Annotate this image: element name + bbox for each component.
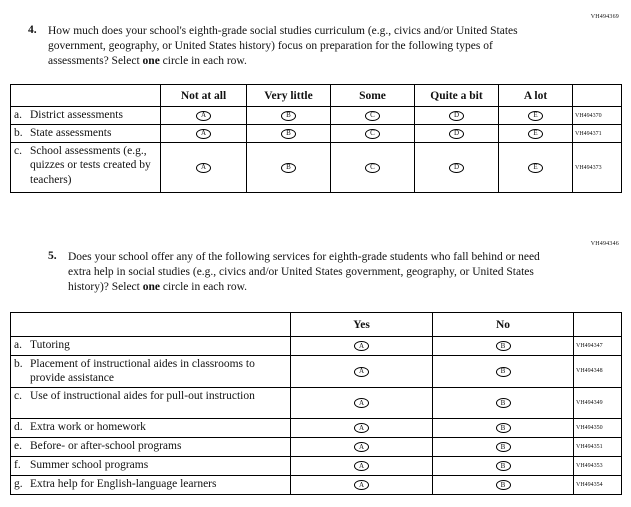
column-header-very-little: Very little bbox=[247, 85, 331, 107]
response-bubble[interactable] bbox=[496, 341, 511, 351]
bubble-letter: B bbox=[500, 341, 506, 350]
column-header-yes: Yes bbox=[291, 313, 433, 337]
empty-header-cell bbox=[11, 313, 291, 337]
bubble-letter: B bbox=[500, 461, 506, 470]
question-5-text bbox=[68, 250, 553, 296]
bubble-letter: B bbox=[500, 480, 506, 489]
response-bubble[interactable] bbox=[354, 442, 369, 452]
response-bubble[interactable] bbox=[449, 163, 464, 173]
row-label-cell bbox=[11, 387, 291, 418]
bubble-letter: B bbox=[286, 163, 291, 172]
row-letter: a. bbox=[14, 109, 22, 121]
table-row bbox=[11, 475, 622, 494]
response-bubble[interactable] bbox=[528, 111, 543, 121]
question-4-table bbox=[10, 84, 622, 193]
bubble-letter: D bbox=[453, 163, 460, 172]
bubble-letter: A bbox=[358, 398, 365, 407]
option-cell bbox=[433, 356, 574, 388]
bubble-letter: C bbox=[370, 129, 375, 138]
option-cell bbox=[291, 418, 433, 437]
option-cell bbox=[247, 125, 331, 143]
response-bubble[interactable] bbox=[365, 163, 380, 173]
option-cell bbox=[499, 107, 573, 125]
table-row bbox=[11, 456, 622, 475]
response-bubble[interactable] bbox=[496, 423, 511, 433]
option-cell bbox=[331, 143, 415, 193]
column-header-quite-a-bit: Quite a bit bbox=[415, 85, 499, 107]
row-letter: e. bbox=[14, 439, 22, 452]
row-letter: d. bbox=[14, 420, 23, 433]
option-cell bbox=[433, 437, 574, 456]
row-code: VH494354 bbox=[574, 475, 622, 494]
question-5-text-bold: one bbox=[142, 281, 160, 294]
option-cell bbox=[433, 456, 574, 475]
option-cell bbox=[331, 125, 415, 143]
option-cell bbox=[161, 125, 247, 143]
row-code: VH494373 bbox=[573, 143, 622, 193]
row-label-cell bbox=[11, 475, 291, 494]
row-letter: a. bbox=[14, 339, 22, 351]
table-row bbox=[11, 125, 622, 143]
table-row bbox=[11, 437, 622, 456]
column-header-some: Some bbox=[331, 85, 415, 107]
table-row bbox=[11, 337, 622, 356]
response-bubble[interactable] bbox=[196, 163, 211, 173]
empty-header-cell bbox=[574, 313, 622, 337]
option-cell bbox=[433, 337, 574, 356]
row-code: VH494349 bbox=[574, 387, 622, 418]
response-bubble[interactable] bbox=[354, 398, 369, 408]
option-cell bbox=[161, 143, 247, 193]
row-label-cell bbox=[11, 418, 291, 437]
option-cell bbox=[291, 387, 433, 418]
column-header-not-at-all: Not at all bbox=[161, 85, 247, 107]
question-4-number: 4. bbox=[28, 24, 37, 36]
question-5-code: VH494346 bbox=[590, 241, 619, 247]
response-bubble[interactable] bbox=[281, 129, 296, 139]
option-cell bbox=[433, 387, 574, 418]
option-cell bbox=[291, 337, 433, 356]
bubble-letter: A bbox=[358, 480, 365, 489]
bubble-letter: A bbox=[200, 129, 207, 138]
column-header-no: No bbox=[433, 313, 574, 337]
question-4-text-after: circle in each row. bbox=[159, 55, 247, 68]
response-bubble[interactable] bbox=[354, 341, 369, 351]
option-cell bbox=[415, 143, 499, 193]
row-label: Summer school programs bbox=[30, 458, 149, 471]
response-bubble[interactable] bbox=[496, 442, 511, 452]
option-cell bbox=[291, 437, 433, 456]
bubble-letter: B bbox=[286, 111, 291, 120]
row-code: VH494353 bbox=[574, 456, 622, 475]
response-bubble[interactable] bbox=[528, 129, 543, 139]
table-row bbox=[11, 143, 622, 193]
option-cell bbox=[433, 418, 574, 437]
row-code: VH494350 bbox=[574, 418, 622, 437]
option-cell bbox=[291, 356, 433, 388]
row-label: School assessments (e.g., quizzes or tests created by teachers) bbox=[30, 145, 151, 186]
row-code: VH494348 bbox=[574, 356, 622, 388]
table-header-row bbox=[11, 313, 622, 337]
column-header-a-lot: A lot bbox=[499, 85, 573, 107]
table-row bbox=[11, 418, 622, 437]
response-bubble[interactable] bbox=[449, 111, 464, 121]
question-4-header bbox=[28, 24, 548, 70]
bubble-letter: B bbox=[500, 442, 506, 451]
row-label: Before- or after-school programs bbox=[30, 439, 182, 452]
response-bubble[interactable] bbox=[281, 163, 296, 173]
question-5-table bbox=[10, 312, 622, 495]
row-label: Extra work or homework bbox=[30, 420, 146, 433]
row-letter: b. bbox=[14, 127, 23, 139]
option-cell bbox=[161, 107, 247, 125]
row-label: State assessments bbox=[30, 127, 112, 139]
response-bubble[interactable] bbox=[196, 111, 211, 121]
option-cell bbox=[415, 107, 499, 125]
response-bubble[interactable] bbox=[354, 461, 369, 471]
option-cell bbox=[247, 143, 331, 193]
row-label-cell bbox=[11, 456, 291, 475]
option-cell bbox=[291, 456, 433, 475]
row-letter: c. bbox=[14, 389, 22, 402]
table-row bbox=[11, 107, 622, 125]
bubble-letter: C bbox=[370, 163, 375, 172]
question-5-text-after: circle in each row. bbox=[159, 281, 248, 294]
bubble-letter: C bbox=[370, 111, 375, 120]
bubble-letter: B bbox=[500, 398, 506, 407]
table-row bbox=[11, 387, 622, 418]
bubble-letter: A bbox=[358, 461, 365, 470]
row-label-cell bbox=[11, 437, 291, 456]
row-label-cell bbox=[11, 143, 161, 193]
bubble-letter: A bbox=[358, 423, 365, 432]
option-cell bbox=[433, 475, 574, 494]
response-bubble[interactable] bbox=[365, 129, 380, 139]
bubble-letter: D bbox=[453, 129, 460, 138]
row-letter: f. bbox=[14, 458, 21, 471]
response-bubble[interactable] bbox=[496, 461, 511, 471]
response-bubble[interactable] bbox=[354, 367, 369, 377]
option-cell bbox=[247, 107, 331, 125]
question-5-number: 5. bbox=[48, 250, 57, 262]
row-label-cell bbox=[11, 125, 161, 143]
row-letter: g. bbox=[14, 477, 23, 490]
question-4-text-before: How much does your school's eighth-grade social studies curriculum (e.g., civics and/or United States government, geography, or United States history) focus on preparation for the following types of assessments? Select bbox=[48, 25, 518, 68]
row-code: VH494351 bbox=[574, 437, 622, 456]
row-label: Tutoring bbox=[30, 339, 70, 351]
bubble-letter: A bbox=[358, 442, 365, 451]
row-label-cell bbox=[11, 356, 291, 388]
bubble-letter: B bbox=[500, 423, 506, 432]
response-bubble[interactable] bbox=[354, 480, 369, 490]
row-code: VH494371 bbox=[573, 125, 622, 143]
option-cell bbox=[499, 143, 573, 193]
response-bubble[interactable] bbox=[528, 163, 543, 173]
row-label: Extra help for English-language learners bbox=[30, 477, 217, 490]
row-letter: c. bbox=[14, 145, 22, 157]
response-bubble[interactable] bbox=[496, 367, 511, 377]
row-code: VH494347 bbox=[574, 337, 622, 356]
bubble-letter: A bbox=[358, 367, 365, 376]
table-row bbox=[11, 356, 622, 388]
table-header-row bbox=[11, 85, 622, 107]
bubble-letter: A bbox=[358, 341, 365, 350]
bubble-letter: E bbox=[533, 111, 538, 120]
option-cell bbox=[415, 125, 499, 143]
response-bubble[interactable] bbox=[449, 129, 464, 139]
question-4-code: VH494369 bbox=[590, 14, 619, 20]
response-bubble[interactable] bbox=[496, 398, 511, 408]
question-4-text-bold: one bbox=[142, 55, 160, 68]
bubble-letter: B bbox=[286, 129, 291, 138]
response-bubble[interactable] bbox=[196, 129, 211, 139]
option-cell bbox=[291, 475, 433, 494]
option-cell bbox=[499, 125, 573, 143]
row-code: VH494370 bbox=[573, 107, 622, 125]
response-bubble[interactable] bbox=[365, 111, 380, 121]
row-label: Placement of instructional aides in classrooms to provide assistance bbox=[30, 358, 255, 385]
response-bubble[interactable] bbox=[496, 480, 511, 490]
option-cell bbox=[331, 107, 415, 125]
response-bubble[interactable] bbox=[354, 423, 369, 433]
bubble-letter: A bbox=[200, 111, 207, 120]
bubble-letter: E bbox=[533, 129, 538, 138]
bubble-letter: E bbox=[533, 163, 538, 172]
row-letter: b. bbox=[14, 358, 23, 370]
question-4-text bbox=[48, 24, 548, 70]
row-label-cell bbox=[11, 337, 291, 356]
row-label-cell bbox=[11, 107, 161, 125]
bubble-letter: A bbox=[200, 163, 207, 172]
empty-header-cell bbox=[573, 85, 622, 107]
bubble-letter: D bbox=[453, 111, 460, 120]
empty-header-cell bbox=[11, 85, 161, 107]
question-5-header bbox=[48, 250, 553, 296]
row-label: Use of instructional aides for pull-out instruction bbox=[30, 389, 255, 402]
question-5-text-before: Does your school offer any of the following services for eighth-grade students who fall behind or need extra help in social studies (e.g., civics and/or United States government, geography, or United States history)? Select bbox=[68, 251, 540, 294]
response-bubble[interactable] bbox=[281, 111, 296, 121]
bubble-letter: B bbox=[500, 367, 506, 376]
row-label: District assessments bbox=[30, 109, 123, 121]
